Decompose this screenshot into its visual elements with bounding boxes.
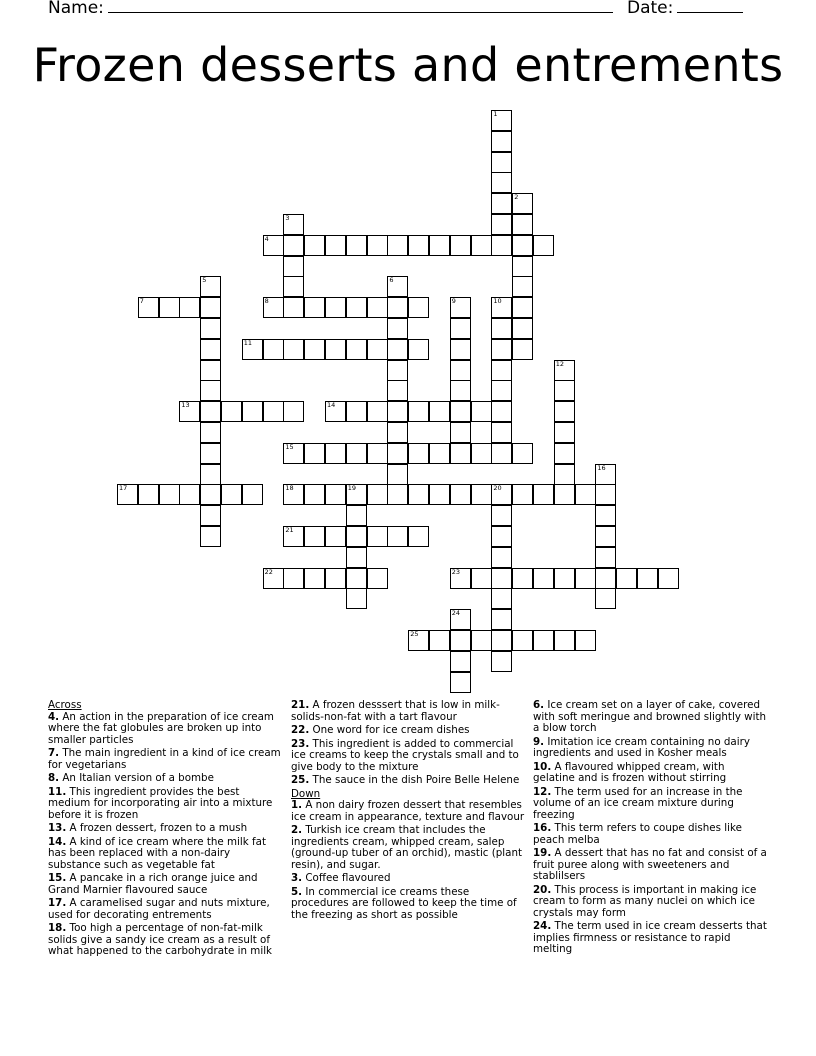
grid-cell[interactable]: [117, 484, 138, 505]
grid-cell[interactable]: [491, 318, 512, 339]
grid-cell[interactable]: [450, 672, 471, 693]
grid-cell[interactable]: [283, 526, 304, 547]
grid-cell[interactable]: [283, 256, 304, 277]
clue-number: 10.: [533, 760, 552, 773]
clue-number: 1.: [291, 799, 303, 811]
grid-cell[interactable]: [346, 235, 367, 256]
grid-cell[interactable]: [200, 380, 221, 401]
grid-cell[interactable]: [304, 443, 325, 464]
grid-cell[interactable]: [554, 401, 575, 422]
grid-cell[interactable]: [200, 505, 221, 526]
grid-cell[interactable]: [408, 484, 429, 505]
grid-cell[interactable]: [491, 609, 512, 630]
clue-text: Imitation ice cream containing no dairy ingredients and used in Kosher meals: [533, 735, 750, 759]
grid-cell[interactable]: [429, 443, 450, 464]
grid-cell[interactable]: [429, 235, 450, 256]
grid-cell[interactable]: [304, 235, 325, 256]
grid-cell[interactable]: [491, 443, 512, 464]
clue-text: A caramelised sugar and nuts mixture, used for decorating entrements: [48, 897, 270, 921]
grid-cell[interactable]: [242, 484, 263, 505]
grid-cell[interactable]: [242, 401, 263, 422]
grid-cell[interactable]: [595, 464, 616, 485]
grid-cell[interactable]: [283, 276, 304, 297]
cell-number: 9: [451, 297, 456, 306]
grid-cell[interactable]: [533, 235, 554, 256]
down-heading: Down: [291, 787, 321, 800]
grid-cell[interactable]: [491, 401, 512, 422]
grid-cell[interactable]: [408, 401, 429, 422]
grid-cell[interactable]: [450, 484, 471, 505]
clue-text: This ingredient provides the best medium for incorporating air into a mixture before it is frozen: [48, 785, 273, 821]
grid-cell[interactable]: [554, 484, 575, 505]
grid-cell[interactable]: [429, 630, 450, 651]
clue-text: One word for ice cream dishes: [312, 724, 470, 736]
date-label: Date:: [627, 0, 674, 18]
grid-cell[interactable]: [408, 297, 429, 318]
across-heading: Across: [48, 699, 82, 711]
name-label: Name:: [48, 0, 104, 18]
grid-cell[interactable]: [450, 235, 471, 256]
grid-cell[interactable]: [325, 526, 346, 547]
grid-cell[interactable]: [491, 297, 512, 318]
grid-cell[interactable]: [450, 443, 471, 464]
grid-cell[interactable]: [367, 339, 388, 360]
clue-number: 8.: [48, 772, 60, 784]
across-clue-25: [291, 775, 525, 787]
grid-cell[interactable]: [450, 630, 471, 651]
grid-cell[interactable]: [346, 505, 367, 526]
grid-cell[interactable]: [304, 297, 325, 318]
grid-cell[interactable]: [512, 318, 533, 339]
grid-cell[interactable]: [283, 214, 304, 235]
grid-cell[interactable]: [491, 235, 512, 256]
clue-text: In commercial ice creams these procedures are followed to keep the time of the freezing as short as possible: [291, 885, 517, 921]
grid-cell[interactable]: [221, 401, 242, 422]
grid-cell[interactable]: [491, 568, 512, 589]
grid-cell[interactable]: [387, 401, 408, 422]
clue-text: The term used for an increase in the volume of an ice cream mixture during freezing: [533, 785, 743, 821]
grid-cell[interactable]: [367, 235, 388, 256]
grid-cell[interactable]: [387, 526, 408, 547]
across-clue-8: [48, 773, 282, 785]
grid-cell[interactable]: [491, 547, 512, 568]
grid-cell[interactable]: [512, 235, 533, 256]
across-clue-17: [48, 898, 282, 921]
clue-text: Coffee flavoured: [305, 872, 391, 884]
down-clue-9: [533, 737, 767, 760]
grid-cell[interactable]: [325, 443, 346, 464]
grid-cell[interactable]: [554, 568, 575, 589]
clue-number: 17.: [48, 897, 67, 909]
grid-cell[interactable]: [283, 443, 304, 464]
grid-cell[interactable]: [304, 484, 325, 505]
clue-text: Too high a percentage of non-fat-milk solids give a sandy ice cream as a result of what happened to the carbohydrate in milk: [48, 922, 273, 957]
grid-cell[interactable]: [471, 443, 492, 464]
cell-number: 16: [597, 463, 606, 472]
down-clue-10: [533, 762, 767, 785]
grid-cell[interactable]: [367, 484, 388, 505]
clue-number: 6.: [533, 699, 545, 711]
grid-cell[interactable]: [408, 339, 429, 360]
clue-number: 20.: [533, 883, 552, 896]
grid-cell[interactable]: [200, 401, 221, 422]
down-clue-5: [291, 887, 525, 922]
grid-cell[interactable]: [554, 360, 575, 381]
grid-cell[interactable]: [450, 609, 471, 630]
across-clue-15: [48, 873, 282, 896]
grid-cell[interactable]: [533, 568, 554, 589]
down-clue-1: [291, 800, 525, 823]
clue-text: This process is important in making ice cream to form as many nuclei on which ice crystals may form: [533, 883, 757, 919]
grid-cell[interactable]: [512, 443, 533, 464]
grid-cell[interactable]: [408, 235, 429, 256]
grid-cell[interactable]: [512, 276, 533, 297]
grid-cell[interactable]: [491, 339, 512, 360]
clue-text: Turkish ice cream that includes the ingredients cream, whipped cream, salep (ground-up tuber of an orchid), mastic (plant resin), and sugar.: [291, 824, 523, 871]
grid-cell[interactable]: [325, 484, 346, 505]
clue-number: 3.: [291, 872, 303, 884]
clue-text: This ingredient is added to commercial ice creams to keep the crystals small and to give body to the mixture: [291, 737, 519, 773]
grid-cell[interactable]: [658, 568, 679, 589]
clue-number: 7.: [48, 747, 60, 759]
across-clue-11: [48, 787, 282, 822]
grid-cell[interactable]: [429, 401, 450, 422]
cell-number: 15: [285, 442, 294, 451]
grid-cell[interactable]: [595, 484, 616, 505]
grid-cell[interactable]: [367, 443, 388, 464]
clues-column-1: [48, 700, 282, 960]
grid-cell[interactable]: [491, 172, 512, 193]
down-clue-16: [533, 823, 767, 846]
grid-cell[interactable]: [325, 339, 346, 360]
clue-text: Ice cream set on a layer of cake, covered with soft meringue and browned slightly with a blow torch: [533, 699, 767, 734]
grid-cell[interactable]: [346, 339, 367, 360]
grid-cell[interactable]: [387, 380, 408, 401]
grid-cell[interactable]: [325, 235, 346, 256]
cell-number: 18: [285, 484, 294, 493]
grid-cell[interactable]: [367, 297, 388, 318]
clue-text: A dessert that has no fat and consist of a fruit puree along with sweeteners and stablilsers: [533, 847, 767, 882]
clue-text: This term refers to coupe dishes like peach melba: [533, 822, 742, 846]
clue-number: 9.: [533, 735, 545, 748]
grid-cell[interactable]: [408, 443, 429, 464]
cell-number: 7: [139, 297, 144, 306]
cell-number: 1: [493, 110, 498, 118]
cell-number: 3: [285, 214, 290, 222]
grid-cell[interactable]: [491, 422, 512, 443]
grid-cell[interactable]: [450, 297, 471, 318]
cell-number: 13: [181, 401, 190, 410]
cell-number: 11: [243, 338, 253, 347]
grid-cell[interactable]: [283, 339, 304, 360]
down-clue-12: [533, 787, 767, 822]
grid-cell[interactable]: [533, 630, 554, 651]
cell-number: 6: [389, 276, 394, 285]
down-clue-3: [291, 873, 525, 885]
grid-cell[interactable]: [242, 339, 263, 360]
cell-number: 14: [327, 401, 336, 410]
clue-number: 13.: [48, 822, 67, 834]
grid-cell[interactable]: [450, 339, 471, 360]
grid-cell[interactable]: [346, 526, 367, 547]
grid-cell[interactable]: [200, 443, 221, 464]
grid-cell[interactable]: [471, 235, 492, 256]
grid-cell[interactable]: [200, 297, 221, 318]
grid-cell[interactable]: [595, 588, 616, 609]
grid-cell[interactable]: [491, 380, 512, 401]
grid-cell[interactable]: [491, 193, 512, 214]
grid-cell[interactable]: [263, 297, 284, 318]
grid-cell[interactable]: [450, 318, 471, 339]
grid-cell[interactable]: [595, 568, 616, 589]
grid-cell[interactable]: [346, 297, 367, 318]
grid-cell[interactable]: [346, 484, 367, 505]
grid-cell[interactable]: [491, 110, 512, 131]
grid-cell[interactable]: [387, 276, 408, 297]
grid-cell[interactable]: [387, 339, 408, 360]
grid-cell[interactable]: [450, 401, 471, 422]
grid-cell[interactable]: [200, 360, 221, 381]
grid-cell[interactable]: [138, 484, 159, 505]
cell-number: 22: [264, 567, 273, 576]
cell-number: 5: [202, 276, 207, 285]
clues-column-2: [291, 700, 525, 923]
clue-text: An action in the preparation of ice cream where the fat globules are broken up into smaller particles: [48, 710, 274, 746]
grid-cell[interactable]: [325, 568, 346, 589]
clue-text: A frozen desssert that is low in milk-solids-non-fat with a tart flavour: [291, 699, 500, 723]
grid-cell[interactable]: [512, 214, 533, 235]
clue-number: 21.: [291, 699, 310, 711]
grid-cell[interactable]: [450, 422, 471, 443]
grid-cell[interactable]: [387, 422, 408, 443]
grid-cell[interactable]: [200, 318, 221, 339]
grid-cell[interactable]: [491, 651, 512, 672]
grid-cell[interactable]: [554, 380, 575, 401]
cell-number: 17: [119, 484, 128, 493]
grid-cell[interactable]: [471, 484, 492, 505]
grid-cell[interactable]: [512, 256, 533, 277]
grid-cell[interactable]: [575, 630, 596, 651]
grid-cell[interactable]: [512, 297, 533, 318]
cell-number: 19: [347, 484, 357, 493]
grid-cell[interactable]: [200, 484, 221, 505]
grid-cell[interactable]: [450, 651, 471, 672]
grid-cell[interactable]: [491, 360, 512, 381]
page-title: Frozen desserts and entrements: [32, 38, 784, 92]
clue-number: 23.: [291, 737, 310, 750]
clue-text: A frozen dessert, frozen to a mush: [69, 822, 248, 834]
grid-cell[interactable]: [263, 401, 284, 422]
grid-cell[interactable]: [221, 484, 242, 505]
grid-cell[interactable]: [179, 297, 200, 318]
clue-number: 4.: [48, 710, 60, 723]
cell-number: 20: [493, 484, 502, 493]
clue-number: 16.: [533, 822, 552, 834]
across-clue-18: [48, 923, 282, 958]
clue-text: A non dairy frozen dessert that resembles ice cream in appearance, texture and flavour: [291, 799, 525, 823]
grid-cell[interactable]: [450, 360, 471, 381]
grid-cell[interactable]: [450, 568, 471, 589]
clue-text: A flavoured whipped cream, with gelatine and is frozen without stirring: [533, 760, 727, 784]
grid-cell[interactable]: [325, 401, 346, 422]
clue-text: The term used in ice cream desserts that implies firmness or resistance to rapid melting: [533, 920, 767, 955]
clues-column-3: [533, 700, 767, 958]
grid-cell[interactable]: [283, 297, 304, 318]
cell-number: 10: [493, 297, 502, 306]
grid-cell[interactable]: [283, 484, 304, 505]
grid-cell[interactable]: [533, 484, 554, 505]
down-clue-2: [291, 825, 525, 871]
grid-cell[interactable]: [491, 526, 512, 547]
grid-cell[interactable]: [346, 588, 367, 609]
across-clue-7: [48, 748, 282, 771]
grid-cell[interactable]: [263, 568, 284, 589]
clue-number: 18.: [48, 922, 67, 934]
cell-number: 8: [264, 297, 269, 306]
clue-number: 11.: [48, 785, 67, 798]
grid-cell[interactable]: [346, 443, 367, 464]
grid-cell[interactable]: [387, 443, 408, 464]
grid-cell[interactable]: [304, 526, 325, 547]
grid-cell[interactable]: [595, 505, 616, 526]
cell-number: 4: [264, 234, 269, 243]
down-clue-20: [533, 885, 767, 920]
across-clue-21: [291, 700, 525, 723]
grid-cell[interactable]: [263, 235, 284, 256]
grid-cell[interactable]: [512, 484, 533, 505]
grid-cell[interactable]: [387, 297, 408, 318]
grid-cell[interactable]: [595, 547, 616, 568]
cell-number: 24: [451, 609, 461, 618]
cell-number: 2: [514, 193, 519, 202]
grid-cell[interactable]: [159, 297, 180, 318]
grid-cell[interactable]: [512, 339, 533, 360]
grid-cell[interactable]: [408, 526, 429, 547]
clue-number: 19.: [533, 847, 552, 859]
grid-cell[interactable]: [491, 152, 512, 173]
grid-cell[interactable]: [595, 526, 616, 547]
grid-cell[interactable]: [346, 401, 367, 422]
grid-cell[interactable]: [304, 339, 325, 360]
grid-cell[interactable]: [283, 568, 304, 589]
across-clue-22: [291, 725, 525, 737]
grid-cell[interactable]: [200, 464, 221, 485]
across-clue-4: [48, 712, 282, 747]
grid-cell[interactable]: [346, 568, 367, 589]
grid-cell[interactable]: [138, 297, 159, 318]
grid-cell[interactable]: [491, 131, 512, 152]
cell-number: 23: [451, 567, 461, 576]
grid-cell[interactable]: [387, 484, 408, 505]
clue-text: An Italian version of a bombe: [62, 772, 214, 784]
cell-number: 25: [410, 630, 419, 638]
grid-cell[interactable]: [200, 526, 221, 547]
grid-cell[interactable]: [304, 568, 325, 589]
grid-cell[interactable]: [283, 401, 304, 422]
grid-cell[interactable]: [367, 401, 388, 422]
grid-cell[interactable]: [346, 547, 367, 568]
clue-number: 2.: [291, 824, 303, 836]
grid-cell[interactable]: [429, 484, 450, 505]
grid-cell[interactable]: [637, 568, 658, 589]
grid-cell[interactable]: [387, 235, 408, 256]
grid-cell[interactable]: [387, 464, 408, 485]
clue-number: 5.: [291, 885, 303, 898]
clue-number: 25.: [291, 774, 310, 786]
grid-cell[interactable]: [387, 318, 408, 339]
grid-cell[interactable]: [283, 235, 304, 256]
cell-number: 21: [285, 526, 294, 534]
grid-cell[interactable]: [491, 505, 512, 526]
grid-cell[interactable]: [491, 630, 512, 651]
cell-number: 12: [555, 359, 565, 368]
grid-cell[interactable]: [512, 193, 533, 214]
grid-cell[interactable]: [200, 422, 221, 443]
grid-cell[interactable]: [471, 401, 492, 422]
grid-cell[interactable]: [408, 630, 429, 651]
grid-cell[interactable]: [491, 484, 512, 505]
down-clue-6: [533, 700, 767, 735]
grid-cell[interactable]: [491, 588, 512, 609]
grid-cell[interactable]: [575, 484, 596, 505]
grid-cell[interactable]: [387, 360, 408, 381]
grid-cell[interactable]: [512, 630, 533, 651]
grid-cell[interactable]: [179, 484, 200, 505]
clue-number: 12.: [533, 785, 552, 798]
grid-cell[interactable]: [554, 464, 575, 485]
grid-cell[interactable]: [200, 339, 221, 360]
clue-text: A pancake in a rich orange juice and Grand Marnier flavoured sauce: [48, 872, 258, 896]
clue-number: 22.: [291, 724, 310, 736]
grid-cell[interactable]: [471, 630, 492, 651]
across-clue-13: [48, 823, 282, 835]
grid-cell[interactable]: [450, 380, 471, 401]
clue-text: A kind of ice cream where the milk fat has been replaced with a non-dairy substance such as vegetable fat: [48, 835, 266, 871]
grid-cell[interactable]: [200, 276, 221, 297]
clue-text: The sauce in the dish Poire Belle Helene: [312, 774, 520, 786]
grid-cell[interactable]: [471, 568, 492, 589]
grid-cell[interactable]: [554, 422, 575, 443]
clue-number: 14.: [48, 835, 67, 848]
grid-cell[interactable]: [575, 568, 596, 589]
grid-cell[interactable]: [491, 214, 512, 235]
grid-cell[interactable]: [159, 484, 180, 505]
grid-cell[interactable]: [325, 297, 346, 318]
down-clue-24: [533, 921, 767, 956]
grid-cell[interactable]: [616, 568, 637, 589]
grid-cell[interactable]: [179, 401, 200, 422]
clue-number: 24.: [533, 920, 552, 932]
across-clue-23: [291, 739, 525, 774]
across-clue-14: [48, 837, 282, 872]
grid-cell[interactable]: [554, 443, 575, 464]
grid-cell[interactable]: [367, 526, 388, 547]
grid-cell[interactable]: [263, 339, 284, 360]
clue-number: 15.: [48, 872, 67, 884]
grid-cell[interactable]: [512, 568, 533, 589]
clue-text: The main ingredient in a kind of ice cream for vegetarians: [48, 747, 281, 771]
down-clue-19: [533, 848, 767, 883]
grid-cell[interactable]: [554, 630, 575, 651]
grid-cell[interactable]: [367, 568, 388, 589]
